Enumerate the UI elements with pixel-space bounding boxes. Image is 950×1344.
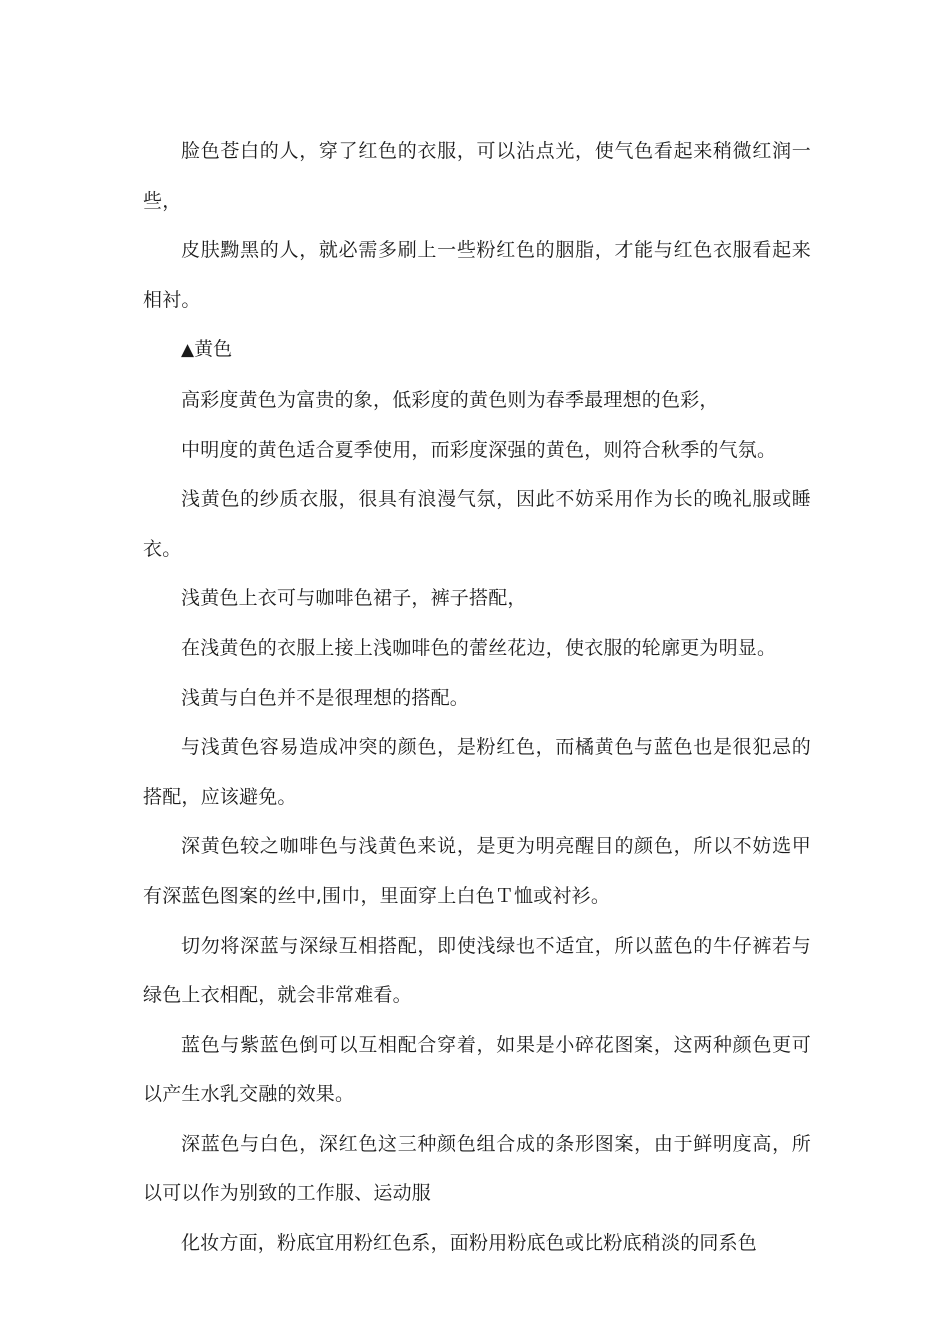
paragraph: 在浅黄色的衣服上接上浅咖啡色的蕾丝花边，使衣服的轮廓更为明显。 [181, 636, 777, 659]
paragraph: 脸色苍白的人，穿了红色的衣服，可以沾点光，使气色看起来稍微红润一些， [143, 140, 811, 212]
paragraph: 深黄色较之咖啡色与浅黄色来说，是更为明亮醒目的颜色，所以不妨选甲有深蓝色图案的丝中,围巾，里面穿上白色Ｔ恤或衬衫。 [143, 835, 811, 907]
section-title: 黄色 [194, 338, 233, 361]
paragraph: 与浅黄色容易造成冲突的颜色，是粉红色，而橘黄色与蓝色也是很犯忌的搭配，应该避免。 [143, 736, 811, 808]
paragraph: 蓝色与紫蓝色倒可以互相配合穿着，如果是小碎花图案，这两种颜色更可以产生水乳交融的效果。 [143, 1033, 811, 1106]
document-body [143, 127, 811, 1269]
section-heading [143, 325, 811, 376]
paragraph: 深蓝色与白色，深红色这三种颜色组合成的条形图案，由于鲜明度高，所以可以作为别致的工作服、运动服 [143, 1132, 811, 1205]
triangle-icon: ▲ [181, 340, 195, 361]
paragraph: 皮肤黝黑的人，就必需多刷上一些粉红色的胭脂，才能与红色衣服看起来相衬。 [143, 239, 811, 311]
paragraph: 浅黄与白色并不是很理想的搭配。 [181, 686, 470, 709]
paragraph: 中明度的黄色适合夏季使用，而彩度深强的黄色，则符合秋季的气氛。 [181, 438, 777, 461]
paragraph: 化妆方面，粉底宜用粉红色系，面粉用粉底色或比粉底稍淡的同系色 [181, 1232, 758, 1255]
paragraph: 高彩度黄色为富贵的象，低彩度的黄色则为春季最理想的色彩， [181, 388, 719, 411]
paragraph: 切勿将深蓝与深绿互相搭配，即使浅绿也不适宜，所以蓝色的牛仔裤若与绿色上衣相配，就会非常难看。 [143, 934, 811, 1007]
paragraph: 浅黄色的纱质衣服，很具有浪漫气氛，因此不妨采用作为长的晚礼服或睡衣。 [143, 488, 811, 560]
paragraph: 浅黄色上衣可与咖啡色裙子，裤子搭配， [181, 587, 527, 610]
